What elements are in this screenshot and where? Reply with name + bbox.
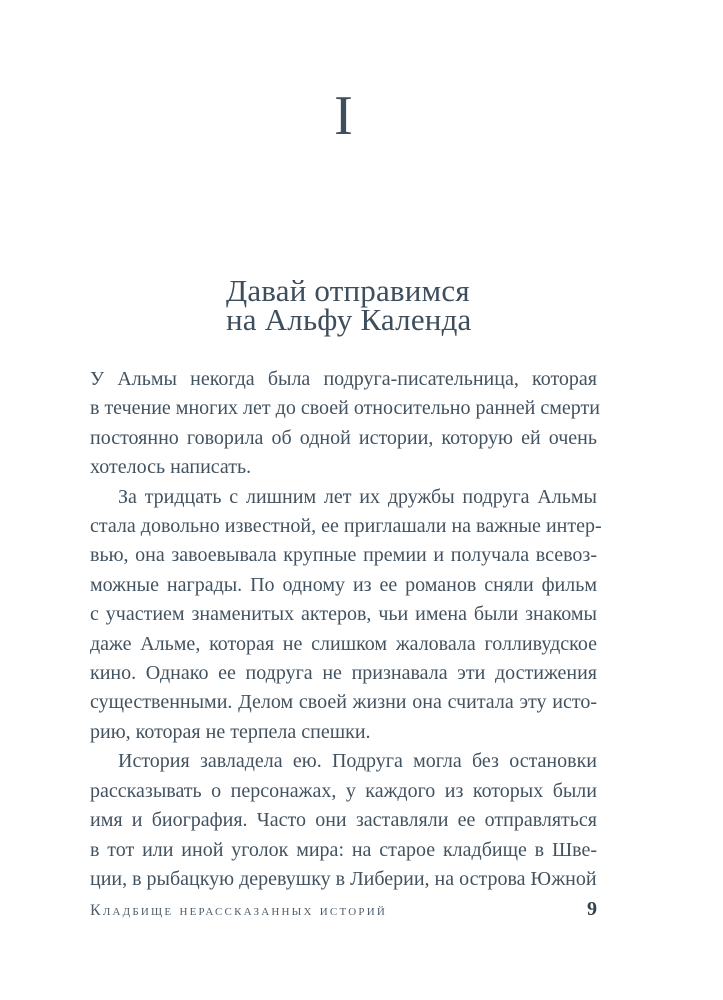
body-text	[90, 365, 602, 894]
chapter-number: I	[334, 85, 353, 147]
body-line: стала довольно известной, ее приглашали на важные интер-	[90, 515, 602, 538]
chapter-title-line-1: Давай отправимся	[226, 273, 470, 308]
body-line: У Альмы некогда была подруга-писательница, которая	[90, 368, 597, 390]
body-line: История завладела ею. Подруга могла без остановки	[118, 750, 597, 773]
running-title: Кладбище нерассказанных историй	[90, 902, 387, 919]
body-line: хотелось написать.	[90, 456, 252, 479]
paragraph-1	[90, 365, 600, 483]
body-line: в тот или иной уголок мира: на старое кладбище в Шве-	[90, 838, 597, 861]
body-line: можные награды. По одному из ее романов сняли фильм	[90, 573, 597, 596]
body-line: вью, она завоевывала крупные премии и получала всевоз-	[90, 544, 597, 567]
body-line: рию, которая не терпела спешки.	[90, 720, 371, 743]
body-line: рассказывать о персонажах, у каждого из которых были	[90, 779, 597, 802]
body-line: постоянно говорила об одной истории, которую ей очень	[90, 426, 597, 449]
body-line: За тридцать с лишним лет их дружбы подруга Альмы	[118, 485, 597, 508]
page-number: 9	[587, 898, 597, 920]
body-line: кино. Однако ее подруга не признавала эти достижения	[90, 662, 597, 685]
chapter-title-line-2: на Альфу Календа	[226, 302, 472, 337]
body-line: в течение многих лет до своей относительно ранней смерти	[90, 397, 600, 420]
body-line: ции, в рыбацкую деревушку в Либерии, на острова Южной	[90, 867, 597, 890]
body-line: даже Альме, которая не слишком жаловала голливудское	[90, 632, 597, 655]
page-footer	[90, 898, 597, 921]
body-line: имя и биография. Часто они заставляли ее отправляться	[90, 809, 597, 832]
chapter-title	[226, 273, 472, 337]
body-line: с участием знаменитых актеров, чьи имена были знакомы	[90, 603, 597, 626]
body-line: существенными. Делом своей жизни она считала эту исто-	[90, 691, 597, 714]
paragraph-2	[90, 483, 602, 748]
paragraph-3	[90, 747, 597, 894]
